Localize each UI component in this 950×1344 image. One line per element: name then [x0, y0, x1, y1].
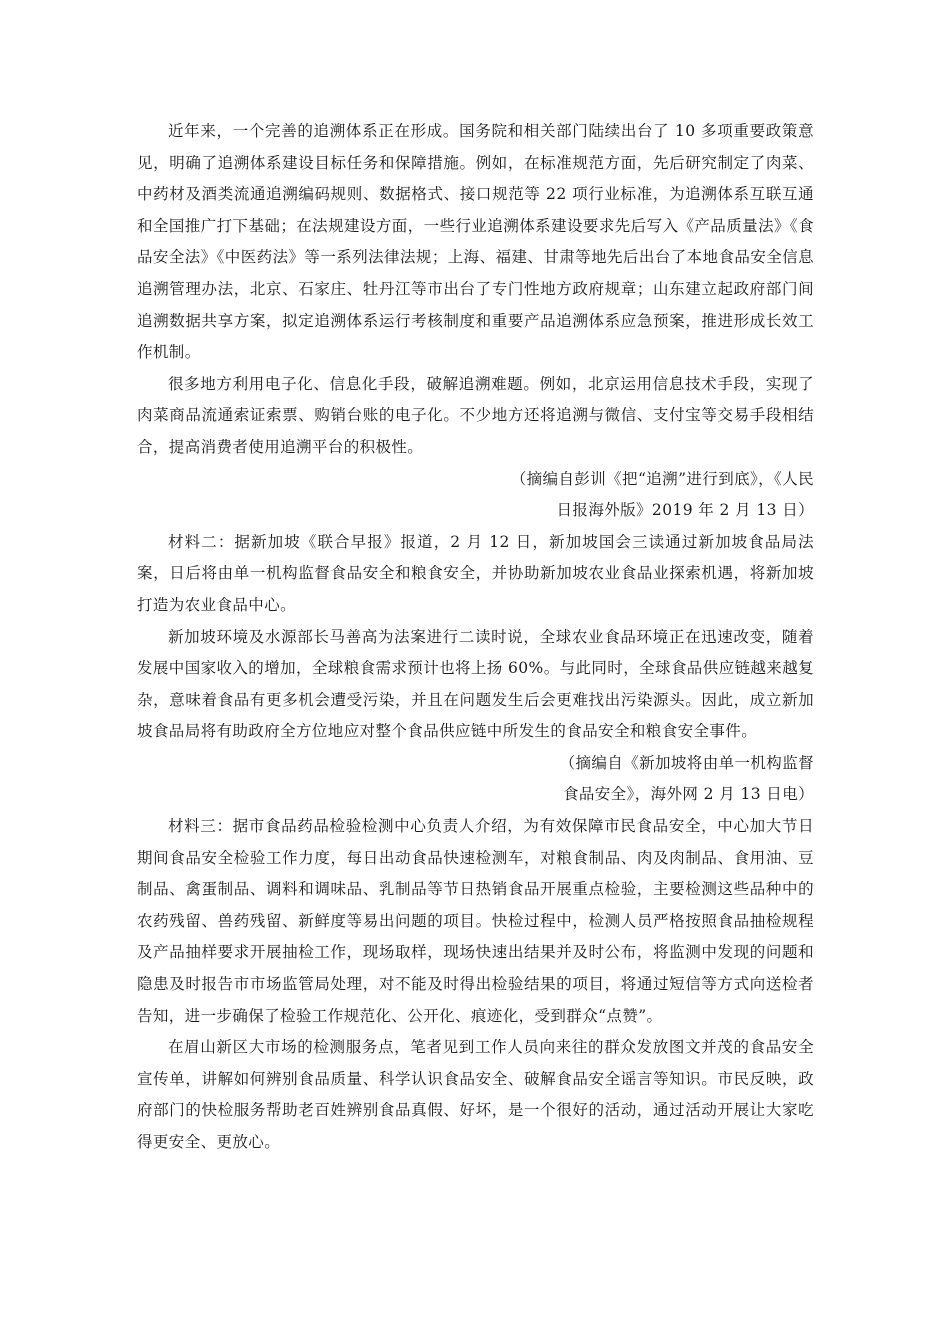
source-citation-1: [137, 464, 814, 527]
material-2-paragraph-2: 新加坡环境及水源部长马善高为法案进行二读时说，全球农业食品环境正在迅速改变，随着发展中国家收入的增加，全球粮食需求预计也将上扬 60%。与此同时，全球食品供应链越来越复杂，意味着食品有更多机会遭受污染，并且在问题发生后会更难找出污染源头。因此，成立新加坡食品局将有助政府全方位地应对整个食品供应链中所发生的食品安全和粮食安全事件。: [137, 627, 814, 741]
material-2-paragraph-1: 材料二：据新加坡《联合早报》报道，2 月 12 日，新加坡国会三读通过新加坡食品局法案，日后将由单一机构监督食品安全和粮食安全，并协助新加坡农业食品业探索机遇，将新加坡打造为农业食品中心。: [137, 532, 814, 614]
source-citation-2: [137, 748, 814, 811]
material-3-paragraph-2: 在眉山新区大市场的检测服务点，笔者见到工作人员向来往的群众发放图文并茂的食品安全宣传单，讲解如何辨别食品质量、科学认识食品安全、破解食品安全谣言等知识。市民反映，政府部门的快检服务帮助老百姓辨别食品真假、好坏，是一个很好的活动，通过活动开展让大家吃得更安全、更放心。: [137, 1038, 814, 1151]
source-citation-1-line-1: （摘编自彭训《把“追溯”进行到底》，《人民: [510, 469, 814, 488]
paragraph-digital-tracing: 很多地方利用电子化、信息化手段，破解追溯难题。例如，北京运用信息技术手段，实现了肉菜商品流通索证索票、购销台账的电子化。不少地方还将追溯与微信、支付宝等交易手段相结合，提高消费者使用追溯平台的积极性。: [137, 374, 814, 456]
material-3-paragraph-1: 材料三：据市食品药品检验检测中心负责人介绍，为有效保障市民食品安全，中心加大节日期间食品安全检验工作力度，每日出动食品快速检测车，对粮食制品、肉及肉制品、食用油、豆制品、禽蛋制品、调料和调味品、乳制品等节日热销食品开展重点检验，主要检测这些品种中的农药残留、兽药残留、新鲜度等易出问题的项目。快检过程中，检测人员严格按照食品抽检规程及产品抽样要求开展抽检工作，现场取样，现场快速出结果并及时公布，将监测中发现的问题和隐患及时报告市市场监管局处理，对不能及时得出检验结果的项目，将通过短信等方式向送检者告知，进一步确保了检验工作规范化、公开化、痕迹化，受到群众“点赞”。: [137, 817, 814, 1025]
source-citation-1-line-2: 日报海外版》2019 年 2 月 13 日）: [556, 501, 814, 520]
source-citation-2-line-1: （摘编自《新加坡将由单一机构监督: [559, 753, 814, 772]
document-body: [137, 116, 814, 1159]
paragraph-traceability-system: 近年来，一个完善的追溯体系正在形成。国务院和相关部门陆续出台了 10 多项重要政策意见，明确了追溯体系建设目标任务和保障措施。例如，在标准规范方面，先后研究制定了肉菜、中药材及酒类流通追溯编码规则、数据格式、接口规范等 22 项行业标准，为追溯体系互联互通和全国推广打下基础；在法规建设方面，一些行业追溯体系建设要求先后写入《产品质量法》《食品安全法》《中医药法》等一系列法律法规；上海、福建、甘肃等地先后出台了本地食品安全信息追溯管理办法，北京、石家庄、牡丹江等市出台了专门性地方政府规章；山东建立起政府部门间追溯数据共享方案，拟定追溯体系运行考核制度和重要产品追溯体系应急预案，推进形成长效工作机制。: [137, 122, 814, 362]
source-citation-2-line-2: 食品安全》，海外网 2 月 13 日电）: [562, 785, 814, 804]
